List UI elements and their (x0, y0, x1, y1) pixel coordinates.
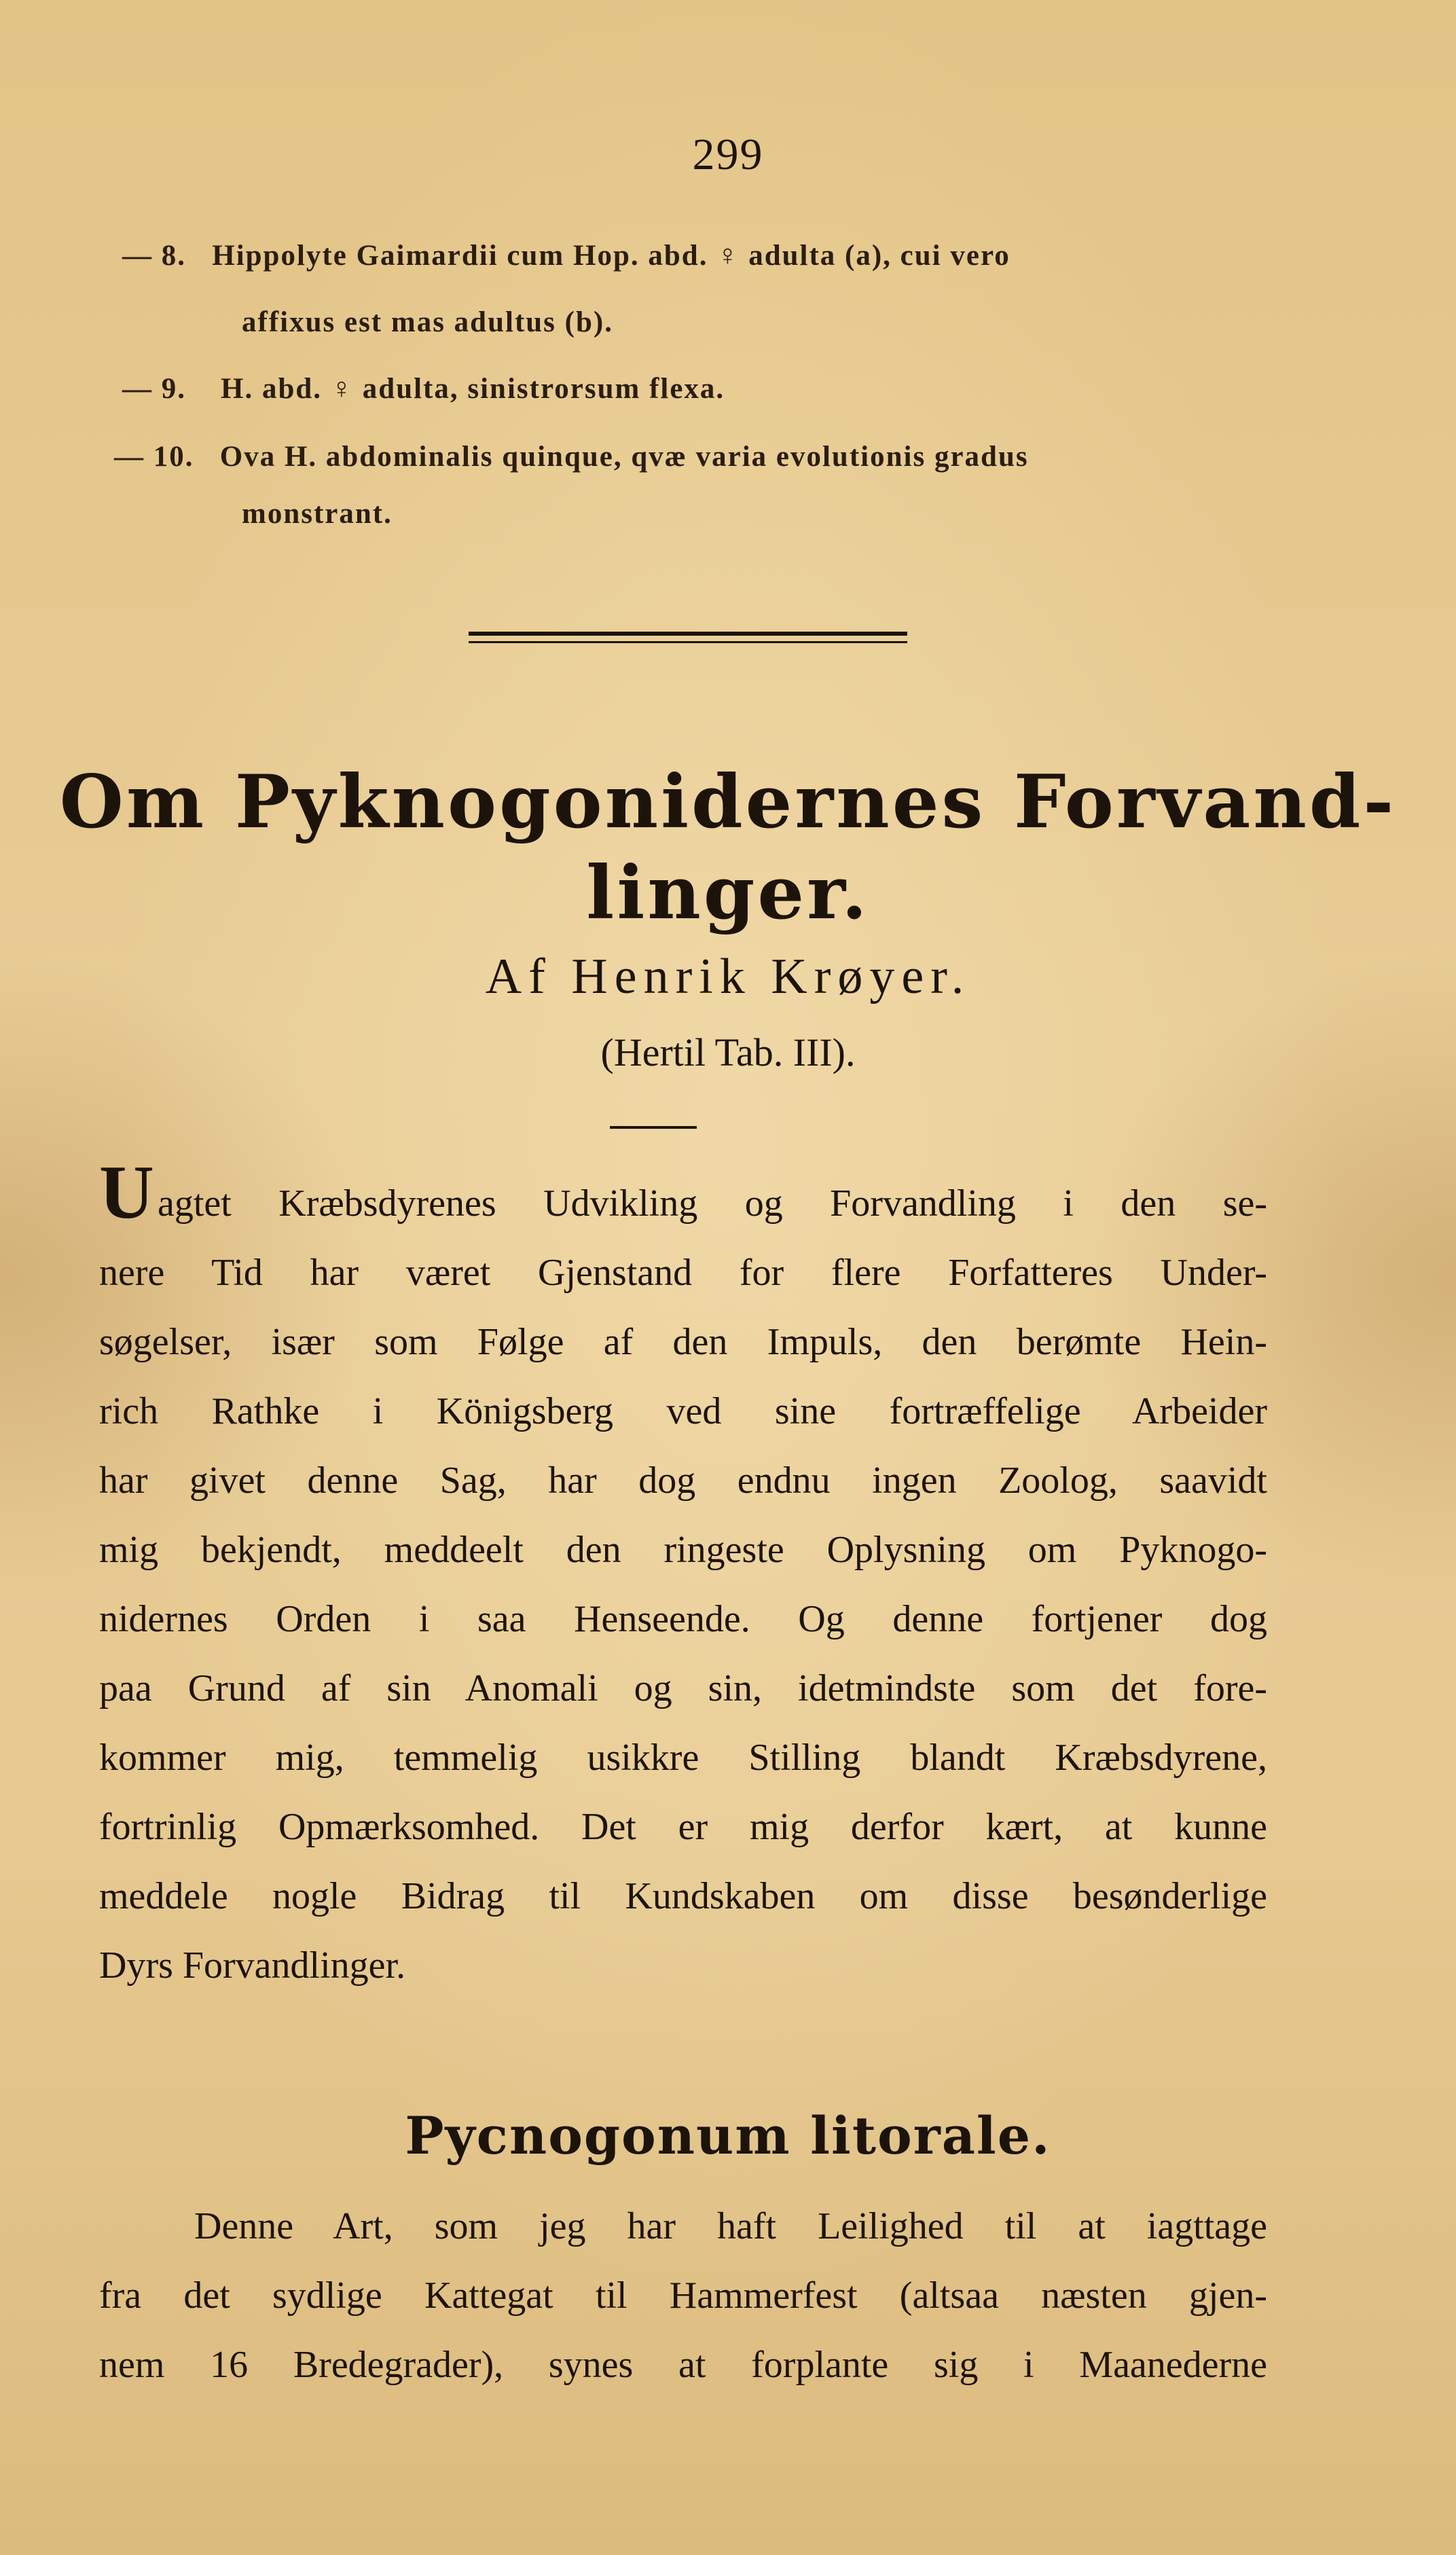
caption-text: H. abd. ♀ adulta, sinistrorsum flexa. (221, 373, 725, 405)
body-line: mig bekjendt, meddeelt den ringeste Oplysning om Pyknogo- (99, 1529, 1267, 1571)
body-line: kommer mig, temmelig usikkre Stilling blandt Kræbsdyrene, (99, 1737, 1267, 1779)
body-line: har givet denne Sag, har dog endnu ingen Zoolog, saavidt (99, 1460, 1267, 1502)
caption-text: Hippolyte Gaimardii cum Hop. abd. ♀ adulta (a), cui vero (212, 240, 1011, 272)
body-line: agtet Kræbsdyrenes Udvikling og Forvandling i den se- (158, 1182, 1267, 1225)
caption-line (242, 497, 393, 530)
caption-text: Ova H. abdominalis quinque, qvæ varia evolutionis gradus (219, 441, 1029, 473)
drop-cap: U (99, 1150, 154, 1235)
caption-number: — 10. (114, 441, 194, 473)
caption-line (122, 239, 1011, 272)
body-line: nem 16 Bredegrader), synes at forplante sig i Maanederne (99, 2344, 1267, 2386)
body-line: meddele nogle Bidrag til Kundskaben om disse besønderlige (99, 1875, 1267, 1917)
body-line: fortrinlig Opmærksomhed. Det er mig derfor kært, at kunne (99, 1806, 1267, 1848)
body-line: nidernes Orden i saa Henseende. Og denne fortjener dog (99, 1598, 1267, 1640)
body-line: fra det sydlige Kattegat til Hammerfest (altsaa næsten gjen- (99, 2275, 1267, 2317)
body-line: søgelser, især som Følge af den Impuls, den berømte Hein- (99, 1321, 1267, 1363)
article-title-line-1: Om Pyknogonidernes Forvand- (59, 759, 1397, 845)
article-title-line-2: linger. (586, 850, 870, 936)
caption-text: affixus est mas adultus (b). (242, 306, 613, 338)
short-divider (610, 1126, 697, 1129)
caption-line (114, 440, 1029, 473)
body-line: nere Tid har været Gjenstand for flere Forfatteres Under- (99, 1252, 1267, 1294)
caption-number: — 9. (122, 373, 186, 405)
author-byline: Af Henrik Krøyer. (485, 949, 971, 1004)
page-number: 299 (692, 130, 764, 179)
plate-reference: (Hertil Tab. III). (600, 1030, 856, 1074)
caption-line (122, 372, 725, 405)
body-line: Denne Art, som jeg har haft Leilighed til at iagttage (194, 2205, 1267, 2247)
caption-text: monstrant. (242, 498, 393, 530)
divider-rule-thick (469, 632, 907, 636)
caption-number: — 8. (122, 240, 186, 272)
body-line: rich Rathke i Königsberg ved sine fortræffelige Arbeider (99, 1390, 1267, 1432)
section-heading: Pycnogonum litorale. (405, 2105, 1051, 2166)
caption-line (242, 306, 613, 339)
body-line: Dyrs Forvandlinger. (99, 1944, 406, 1987)
divider-rule-thin (469, 641, 907, 643)
body-line: paa Grund af sin Anomali og sin, idetmindste som det fore- (99, 1667, 1267, 1709)
